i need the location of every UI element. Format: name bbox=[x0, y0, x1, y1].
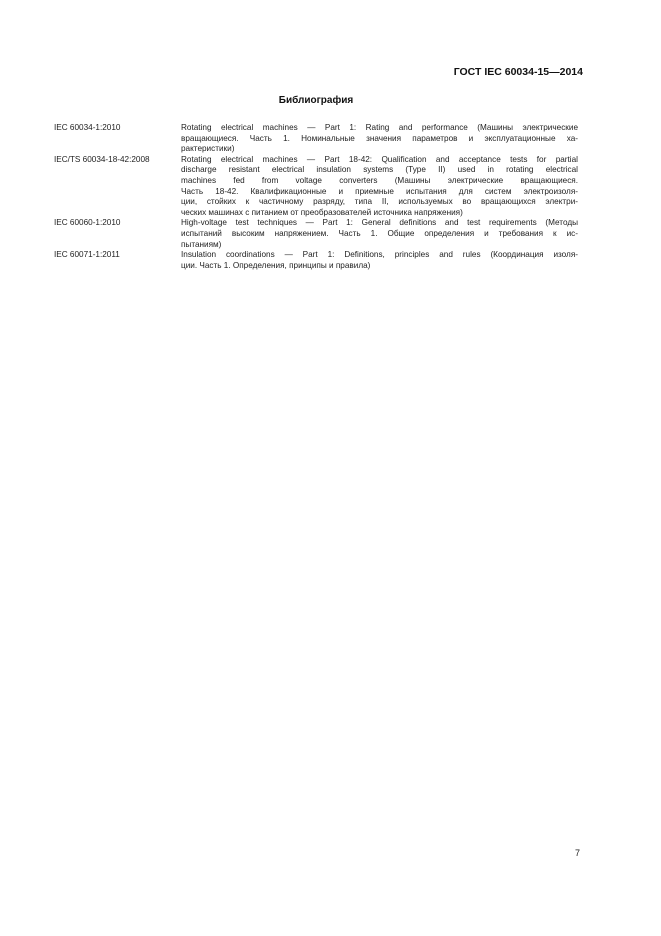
reference-description bbox=[181, 250, 578, 271]
description-line: испытаний высоким напряжением. Часть 1. Общие определения и требования к ис- bbox=[181, 228, 578, 238]
reference-description bbox=[181, 218, 578, 250]
reference-id: IEC 60060-1:2010 bbox=[54, 218, 121, 228]
section-title: Библиография bbox=[278, 95, 354, 106]
bibliography-entry bbox=[54, 155, 578, 219]
description-line: High-voltage test techniques — Part 1: General definitions and test requirements (Методы bbox=[181, 218, 578, 228]
description-line: вращающиеся. Часть 1. Номинальные значения параметров и эксплуатационные ха- bbox=[181, 133, 578, 143]
description-line: Insulation coordinations — Part 1: Definitions, principles and rules (Координация изоля- bbox=[181, 250, 578, 260]
description-line: ческих машинах с питанием от преобразователей источника напряжения) bbox=[181, 207, 463, 217]
description-line: рактеристики) bbox=[181, 144, 235, 154]
description-line: discharge resistant electrical insulation systems (Type II) used in rotating electrical bbox=[181, 165, 578, 175]
bibliography-list bbox=[54, 123, 578, 271]
reference-id: IEC 60034-1:2010 bbox=[54, 123, 121, 132]
reference-description bbox=[181, 155, 578, 219]
reference-id: IEC 60071-1:2011 bbox=[54, 250, 120, 260]
description-line: machines fed from voltage converters (Машины электрические вращающиеся. bbox=[181, 175, 578, 185]
page-number: 7 bbox=[575, 848, 581, 858]
description-line: Rotating electrical machines — Part 18-42: Qualification and acceptance tests for partial bbox=[181, 154, 578, 164]
reference-id: IEC/TS 60034-18-42:2008 bbox=[54, 154, 150, 164]
description-line: Rotating electrical machines — Part 1: Rating and performance (Машины электрические bbox=[181, 123, 578, 132]
reference-description bbox=[181, 123, 578, 155]
description-line: ции. Часть 1. Определения, принципы и правила) bbox=[181, 260, 371, 270]
bibliography-entry bbox=[54, 250, 578, 271]
description-line: пытаниям) bbox=[181, 239, 222, 249]
bibliography-entry bbox=[54, 123, 578, 155]
standard-header: ГОСТ IEC 60034-15—2014 bbox=[453, 66, 583, 78]
bibliography-entry bbox=[54, 218, 578, 250]
description-line: ции, стойких к частичному разряду, типа II, используемых во вращающихся электри- bbox=[181, 197, 578, 207]
description-line: Часть 18-42. Квалификационные и приемные испытания для систем электроизоля- bbox=[181, 186, 578, 196]
